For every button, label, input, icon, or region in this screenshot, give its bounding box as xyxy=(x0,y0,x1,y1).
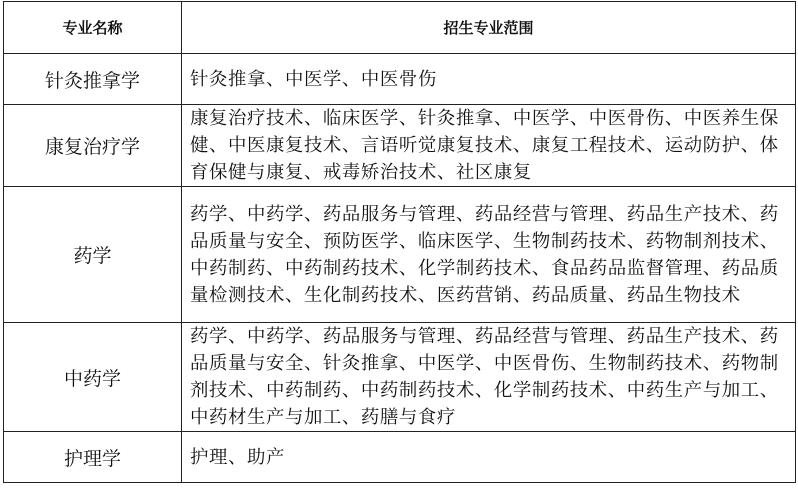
scope-cell: 药学、中药学、药品服务与管理、药品经营与管理、药品生产技术、药品质量与安全、预防医学、临床医学、生物制药技术、药物制剂技术、中药制药、中药制药技术、化学制药技术、食品药品监督管理、药品质量检测技术、生化制药技术、医药营销、药品质量、药品生物技术 xyxy=(182,187,796,323)
table-row xyxy=(4,187,796,323)
header-major-name: 专业名称 xyxy=(4,2,182,54)
major-name-cell: 康复治疗学 xyxy=(4,105,182,187)
major-name-cell: 中药学 xyxy=(4,323,182,432)
header-enrollment-scope: 招生专业范围 xyxy=(182,2,796,54)
scope-cell: 针灸推拿、中医学、中医骨伤 xyxy=(182,54,796,105)
table-row xyxy=(4,105,796,187)
major-name-cell: 针灸推拿学 xyxy=(4,54,182,105)
scope-cell: 药学、中药学、药品服务与管理、药品经营与管理、药品生产技术、药品质量与安全、针灸推拿、中医学、中医骨伤、生物制药技术、药物制剂技术、中药制药、中药制药技术、化学制药技术、中药生产与加工、中药材生产与加工、药膳与食疗 xyxy=(182,323,796,432)
scope-cell: 康复治疗技术、临床医学、针灸推拿、中医学、中医骨伤、中医养生保健、中医康复技术、言语听觉康复技术、康复工程技术、运动防护、体育保健与康复、戒毒矫治技术、社区康复 xyxy=(182,105,796,187)
major-name-cell: 护理学 xyxy=(4,432,182,483)
enrollment-table xyxy=(3,1,796,483)
table-row xyxy=(4,54,796,105)
table-row xyxy=(4,432,796,483)
table-row xyxy=(4,323,796,432)
scope-cell: 护理、助产 xyxy=(182,432,796,483)
major-name-cell: 药学 xyxy=(4,187,182,323)
table-header-row xyxy=(4,2,796,54)
